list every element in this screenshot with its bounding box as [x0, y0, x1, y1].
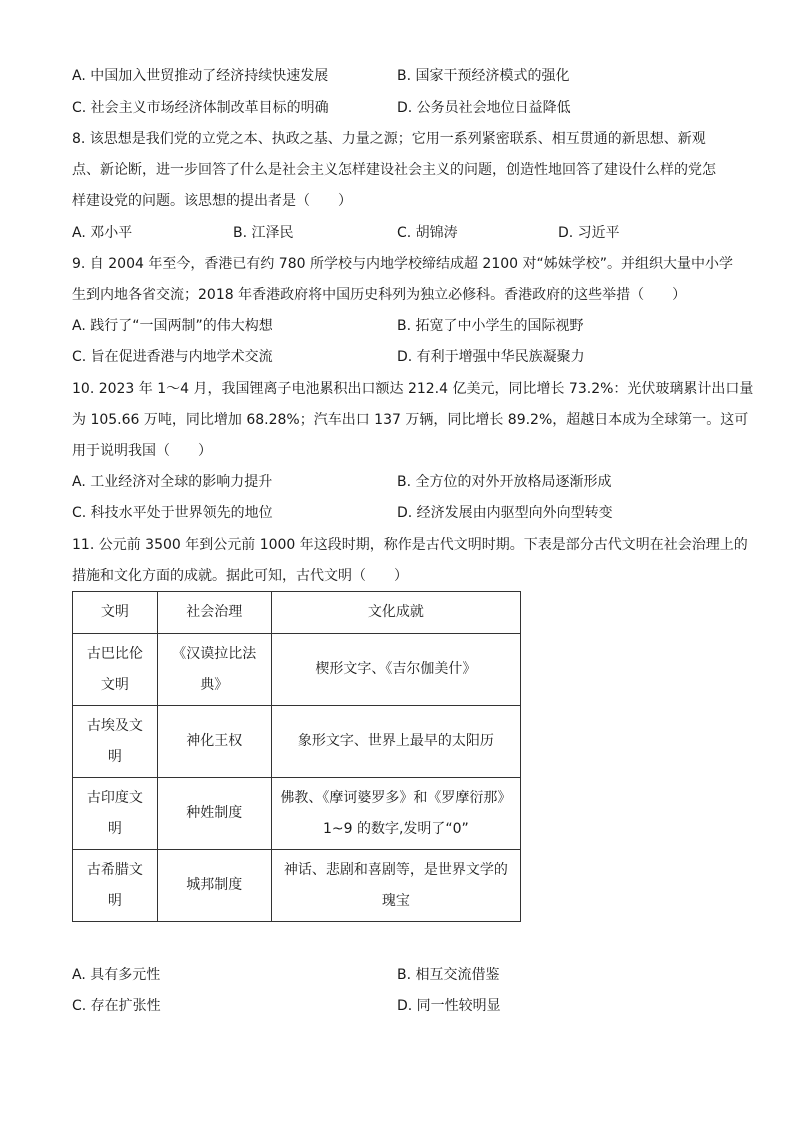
q8-option-d: D. 习近平 [558, 225, 620, 241]
cell-line: 佛教、《摩诃婆罗多》和《罗摩衍那》 [280, 789, 512, 806]
q8-option-c: C. 胡锦涛 [397, 225, 458, 241]
q11-stem-line-1: 11. 公元前 3500 年到公元前 1000 年这段时期，称作是古代文明时期。下表是部分古代文明在社会治理上的 [72, 537, 748, 553]
q8-option-a: A. 邓小平 [72, 225, 133, 241]
table-row [73, 778, 521, 850]
q10-stem-line-1: 10. 2023 年 1～4 月，我国锂离子电池累积出口额达 212.4 亿美元，同比增长 73.2%：光伏玻璃累计出口量 [72, 381, 754, 397]
table-header-culture: 文化成就 [271, 592, 520, 634]
cell-line: 文明 [100, 676, 129, 693]
table-cell-culture [271, 634, 520, 706]
table-cell-culture [271, 778, 520, 850]
q11-option-d: D. 同一性较明显 [397, 998, 501, 1014]
table-header-governance: 社会治理 [157, 592, 271, 634]
q10-option-a: A. 工业经济对全球的影响力提升 [72, 474, 273, 490]
table-row [73, 850, 521, 922]
table-cell-civ [73, 706, 158, 778]
cell-line: 明 [107, 892, 122, 909]
cell-line: 典》 [200, 676, 229, 693]
q10-option-d: D. 经济发展由内驱型向外向型转变 [397, 505, 613, 521]
cell-line: 古希腊文 [86, 861, 143, 878]
cell-line: 明 [107, 820, 122, 837]
q7-option-a: A. 中国加入世贸推动了经济持续快速发展 [72, 68, 329, 84]
cell-line: 古印度文 [86, 789, 143, 806]
cell-line: 神话、悲剧和喜剧等，是世界文学的 [283, 861, 508, 878]
q10-stem-line-3: 用于说明我国（ ） [72, 443, 212, 459]
q7-option-b: B. 国家干预经济模式的强化 [397, 68, 570, 84]
table-row [73, 706, 521, 778]
table-cell-civ [73, 778, 158, 850]
cell-line: 古巴比伦 [86, 645, 143, 662]
table-cell-civ [73, 850, 158, 922]
cell-line: 瑰宝 [381, 892, 410, 909]
table-cell-culture [271, 706, 520, 778]
cell-line: 种姓制度 [186, 805, 243, 821]
civilization-table [72, 591, 521, 922]
q8-stem-line-2: 点、新论断，进一步回答了什么是社会主义怎样建设社会主义的问题，创造性地回答了建设什么样的党怎 [72, 162, 716, 178]
q11-stem-line-2: 措施和文化方面的成就。据此可知，古代文明（ ） [72, 568, 408, 584]
table-header-row [73, 592, 521, 634]
table-cell-governance [157, 706, 271, 778]
cell-line: 1~9 的数字,发明了“0” [322, 820, 469, 837]
table-cell-governance [157, 850, 271, 922]
q9-option-a: A. 践行了“一国两制”的伟大构想 [72, 318, 273, 334]
cell-line: 明 [107, 748, 122, 765]
q8-option-b: B. 江泽民 [233, 225, 294, 241]
cell-line: 城邦制度 [186, 877, 243, 893]
q9-option-c: C. 旨在促进香港与内地学术交流 [72, 349, 273, 365]
q11-option-a: A. 具有多元性 [72, 967, 161, 983]
q10-option-b: B. 全方位的对外开放格局逐渐形成 [397, 474, 612, 490]
q7-option-d: D. 公务员社会地位日益降低 [397, 100, 571, 116]
table-row [73, 634, 521, 706]
table-cell-civ [73, 634, 158, 706]
table-cell-culture [271, 850, 520, 922]
q9-option-b: B. 拓宽了中小学生的国际视野 [397, 318, 584, 334]
q8-stem-line-1: 8. 该思想是我们党的立党之本、执政之基、力量之源；它用一系列紧密联系、相互贯通的新思想、新观 [72, 131, 706, 147]
q10-option-c: C. 科技水平处于世界领先的地位 [72, 505, 273, 521]
cell-line: 象形文字、世界上最早的太阳历 [297, 733, 494, 749]
q7-option-c: C. 社会主义市场经济体制改革目标的明确 [72, 100, 329, 116]
cell-line: 古埃及文 [86, 717, 143, 734]
cell-line: 神化王权 [186, 733, 243, 749]
table-header-civ: 文明 [73, 592, 158, 634]
q9-stem-line-2: 生到内地各省交流；2018 年香港政府将中国历史科列为独立必修科。香港政府的这些举措（ ） [72, 287, 687, 303]
table-cell-governance [157, 778, 271, 850]
q9-option-d: D. 有利于增强中华民族凝聚力 [397, 349, 585, 365]
cell-line: 《汉谟拉比法 [172, 645, 257, 662]
q10-stem-line-2: 为 105.66 万吨，同比增加 68.28%；汽车出口 137 万辆，同比增长 89.2%，超越日本成为全球第一。这可 [72, 412, 749, 428]
q8-stem-line-3: 样建设党的问题。该思想的提出者是（ ） [72, 193, 352, 209]
q9-stem-line-1: 9. 自 2004 年至今，香港已有约 780 所学校与内地学校缔结成超 2100 对“姊妹学校”。并组织大量中小学 [72, 256, 733, 272]
table-cell-governance [157, 634, 271, 706]
cell-line: 楔形文字、《吉尔伽美什》 [315, 661, 477, 677]
q11-option-c: C. 存在扩张性 [72, 998, 161, 1014]
q11-option-b: B. 相互交流借鉴 [397, 967, 500, 983]
